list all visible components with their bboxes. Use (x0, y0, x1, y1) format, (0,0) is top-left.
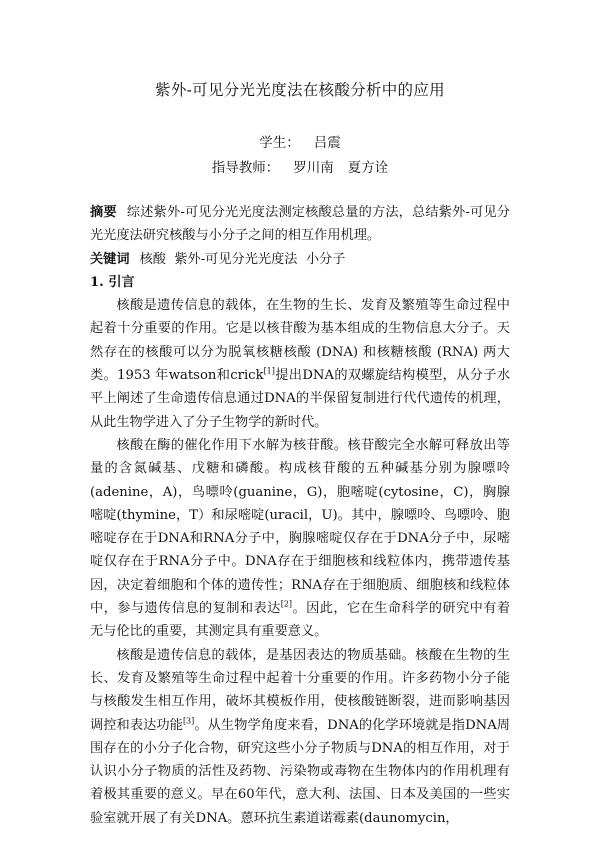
student-name: 吕震 (313, 135, 341, 151)
keywords (90, 248, 510, 271)
citation-3: [3] (182, 716, 195, 726)
paragraph-1: 核酸是遗传信息的载体，在生物的生长、发育及繁殖等生命过程中起着十分重要的作用。它是以核苷酸为基本组成的生物信息大分子。天然存在的核酸可以分为脱氧核糖核酸 (DNA) 和核糖核酸 (RNA) 两大类。1953 年watson和crick[1]提出DNA的双螺旋结构模型，从分子水平上阐述了生命遗传信息通过DNA的半保留复制进行代代遗传的机理，从此生物学进入了分子生物学的新时代。 (90, 298, 511, 430)
abstract-text: 综述紫外-可见分光光度法测定核酸总量的方法，总结紫外-可见分光光度法研究核酸与小分子之间的相互作用机理。 (90, 205, 510, 244)
keywords-text: 核酸 紫外-可见分光光度法 小分子 (139, 251, 346, 267)
paper-body (90, 201, 510, 830)
student-line (0, 131, 600, 151)
advisor-name-2: 夏方诠 (347, 160, 389, 176)
abstract-label: 摘要 (90, 205, 117, 220)
keywords-label: 关键词 (90, 251, 130, 267)
paper-title: 紫外-可见分光光度法在核酸分析中的应用 (155, 81, 445, 99)
advisor-label: 指导教师： (211, 160, 280, 176)
section-heading: 1. 引言 (90, 274, 135, 290)
abstract (90, 201, 510, 248)
paragraph-3: 核酸是遗传信息的载体，是基因表达的物质基础。核酸在生物的生长、发育及繁殖等生命过程中起着十分重要的作用。许多药物小分子能与核酸发生相互作用，破坏其模板作用，使核酸链断裂，进而影响基因调控和表达功能[3]。从生物学角度来看，DNA的化学环境就是指DNA周围存在的小分子化合物，研究这些小分子物质与DNA的相互作用，对于认识小分子物质的活性及药物、污染物或毒物在生物体内的作用机理有着极其重要的意义。早在60年代，意大利、法国、日本及美国的一些实验室就开展了有关DNA。蒽环抗生素道诺霉素(daunomycin， (90, 647, 510, 826)
paragraph-2: 核酸在酶的催化作用下水解为核苷酸。核苷酸完全水解可释放出等量的含氮碱基、戊糖和磷酸。构成核苷酸的五种碱基分别为腺嘌呤(adenine，A)，鸟嘌呤(guanine，G)，胞嘧啶(cytosine，C)，胸腺嘧啶(thymine，T）和尿嘧啶(uracil，U)。其中，腺嘌呤、鸟嘌呤、胞嘧啶存在于DNA和RNA分子中，胸腺嘧啶仅存在于DNA分子中，尿嘧啶仅存在于RNA分子中。DNA存在于细胞核和线粒体内，携带遗传基因，决定着细胞和个体的遗传性；RNA存在于细胞质、细胞核和线粒体中，参与遗传信息的复制和表达[2]。因此，它在生命科学的研究中有着无与伦比的重要，其测定具有重要意义。 (90, 437, 511, 640)
advisor-name-1: 罗川南 (293, 160, 334, 176)
citation-1: [1] (263, 366, 275, 376)
student-label: 学生： (259, 135, 300, 151)
citation-2: [2] (280, 599, 293, 609)
advisor-line (0, 156, 600, 176)
